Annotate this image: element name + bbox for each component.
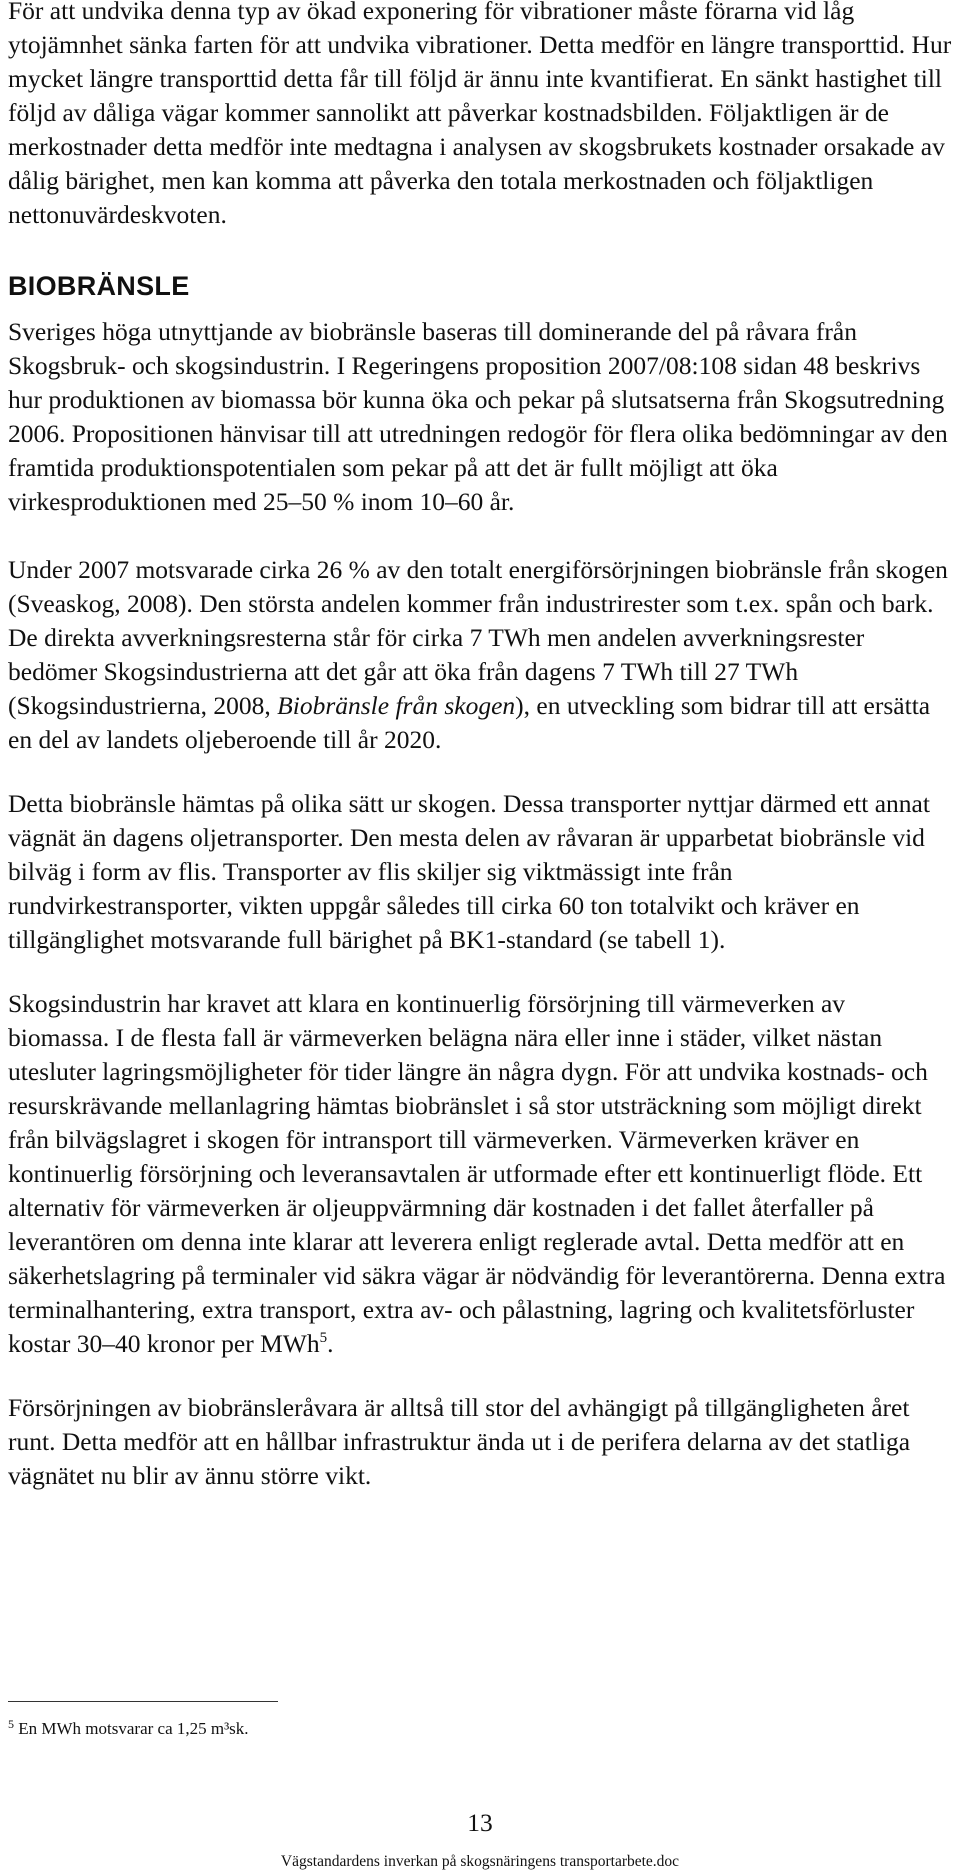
paragraph-transport-network: Detta biobränsle hämtas på olika sätt ur skogen. Dessa transporter nyttjar därmed ett annat vägnät än dagens oljetransporter. Den mesta delen av råvaran är upparbetat biobränsle vid bilväg i form av flis. Transporter av flis skiljer sig viktmässigt inte från rundvirkestransporter, vikten uppgår således till cirka 60 ton totalvikt och kräver en tillgänglighet motsvarande full bärighet på BK1-standard (se tabell 1). bbox=[8, 789, 930, 954]
paragraph-energy-share-tail: ), en utveckling som bidrar till att ersätta en del av landets oljeberoende till år 2020. bbox=[8, 691, 931, 754]
paragraph-year-round-access: Försörjningen av biobränsleråvara är alltså till stor del avhängigt på tillgängligheten året runt. Detta medför att en hållbar infrastruktur ända ut i de perifera delarna av det statliga vägnätet nu blir av ännu större vikt. bbox=[8, 1393, 911, 1490]
footnote-text: En MWh motsvarar ca 1,25 m³sk. bbox=[14, 1719, 249, 1738]
paragraph-end-punctuation: . bbox=[327, 1329, 334, 1358]
cited-title: Biobränsle från skogen bbox=[277, 691, 516, 720]
footnote-separator bbox=[8, 1701, 278, 1702]
body-text bbox=[8, 0, 952, 1493]
page-number: 13 bbox=[467, 1808, 493, 1837]
footnote bbox=[8, 1718, 249, 1740]
section-heading-biobransle: BIOBRÄNSLE bbox=[8, 271, 190, 301]
paragraph-continuous-supply bbox=[8, 987, 952, 1361]
footnote-marker: 5 bbox=[8, 1717, 14, 1731]
paragraph-energy-share-text: Under 2007 motsvarade cirka 26 % av den totalt energiförsörjningen biobränsle från skogen (Sveaskog, 2008). Den största andelen kommer från industrirester som t.ex. spån och bark. De direkta avverkningsresterna står för cirka 7 TWh men andelen avverkningsrester bedömer Skogsindustrierna att det går att öka från dagens 7 TWh till 27 TWh (Skogsindustrierna, 2008, bbox=[8, 555, 948, 720]
paragraph-vibration: För att undvika denna typ av ökad exponering för vibrationer måste förarna vid låg ytojämnhet sänka farten för att undvika vibrationer. Detta medför en längre transporttid. Hur mycket längre transporttid detta får till följd är ännu inte kvantifierat. En sänkt hastighet till följd av dåliga vägar kommer sannolikt att påverkar kostnadsbilden. Följaktligen är de merkostnader detta medför inte medtagna i analysen av skogsbrukets kostnader orsakade av dålig bärighet, men kan komma att påverka den totala merkostnaden och följaktligen nettonuvärdeskvoten. bbox=[8, 0, 952, 229]
paragraph-biobransle-intro: Sveriges höga utnyttjande av biobränsle baseras till dominerande del på råvara från Skogsbruk- och skogsindustrin. I Regeringens proposition 2007/08:108 sidan 48 beskrivs hur produktionen av biomassa bör kunna öka och pekar på slutsatserna från Skogsutredning 2006. Propositionen hänvisar till att utredningen redogör för flera olika bedömningar av den framtida produktionspotentialen som pekar på att det är fullt möjligt att öka virkesproduktionen med 25–50 % inom 10–60 år. bbox=[8, 317, 948, 516]
paragraph-energy-share bbox=[8, 553, 952, 757]
paragraph-continuous-supply-text: Skogsindustrin har kravet att klara en kontinuerlig försörjning till värmeverken av biomassa. I de flesta fall är värmeverken belägna nära eller inne i städer, vilket nästan utesluter lagringsmöjligheter för tider längre än några dygn. För att undvika kostnads- och resurskrävande mellanlagring hämtas biobränslet i så stor utsträckning som möjligt direkt från bilvägslagret i skogen för intransport till värmeverken. Värmeverken kräver en kontinuerlig försörjning och leveransavtalen är utformade efter ett kontinuerligt flöde. Ett alternativ för värmeverken är oljeuppvärmning där kostnaden i det fallet återfaller på leverantören om denna inte klarar att leverera enligt reglerade avtal. Detta medför att en säkerhetslagring på terminaler vid säkra vägar är nödvändig för leverantörerna. Denna extra terminalhantering, extra transport, extra av- och pålastning, lagring och kvalitetsförluster kostar 30–40 kronor per MWh bbox=[8, 989, 946, 1358]
running-footer: Vägstandardens inverkan på skogsnäringens transportarbete.doc bbox=[280, 1853, 680, 1870]
footnote-reference[interactable]: 5 bbox=[319, 1330, 328, 1346]
